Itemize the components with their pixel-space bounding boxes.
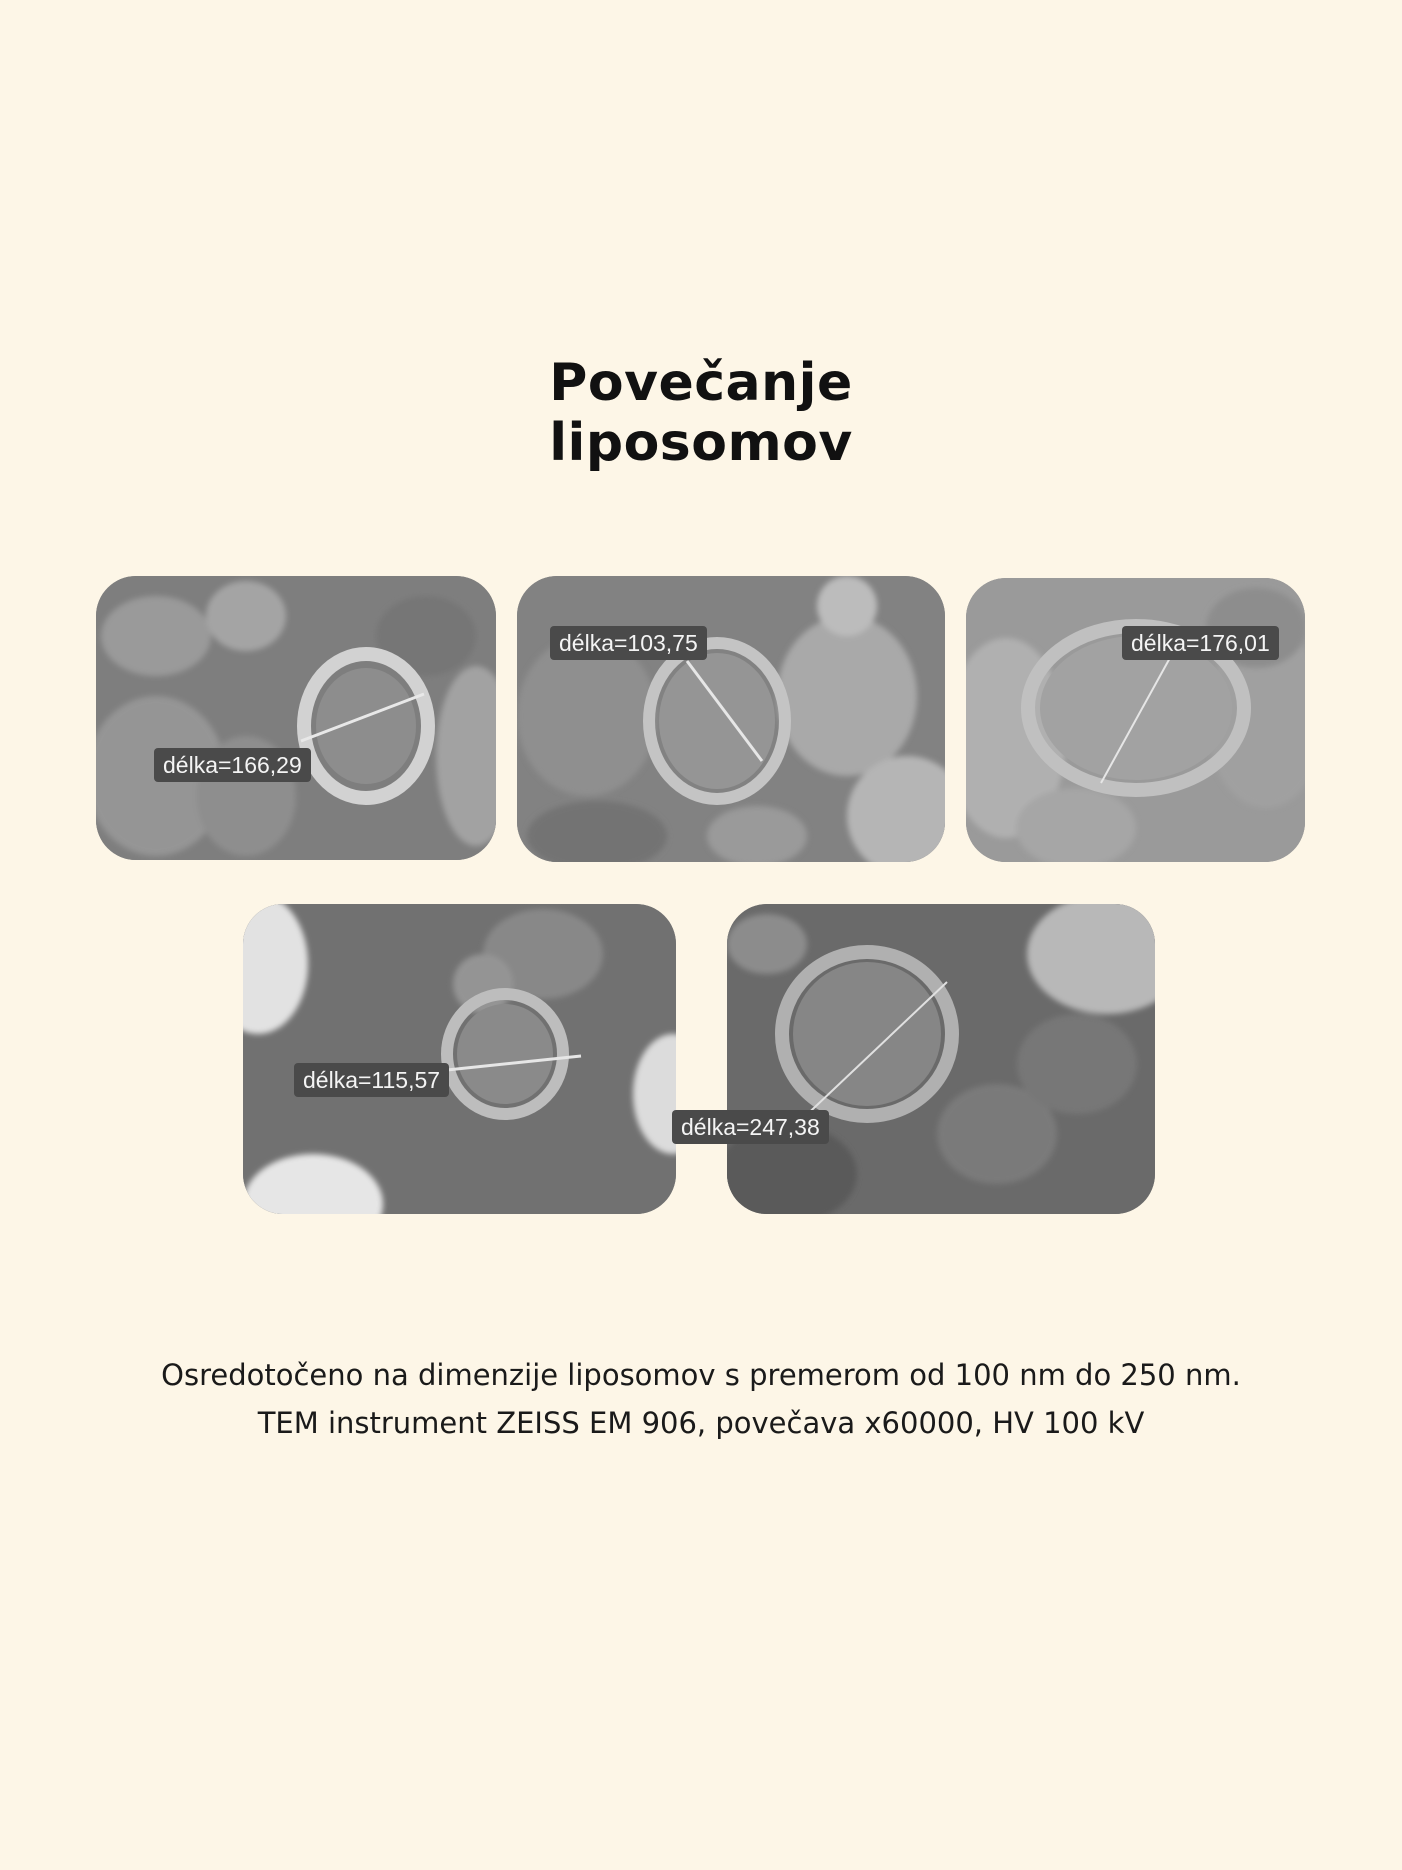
caption-line-2: TEM instrument ZEISS EM 906, povečava x60000, HV 100 kV [257, 1406, 1145, 1440]
tem-image-4 [243, 904, 676, 1214]
measurement-label: délka=166,29 [154, 748, 311, 782]
caption [0, 1351, 1402, 1447]
caption-line-1: Osredotočeno na dimenzije liposomov s premerom od 100 nm do 250 nm. [161, 1358, 1241, 1392]
tem-image-2-graphic [517, 576, 945, 862]
title-line-1: Povečanje [549, 352, 853, 413]
tem-image-1-graphic [96, 576, 496, 860]
measurement-label: délka=176,01 [1122, 626, 1279, 660]
page-title [0, 353, 1402, 473]
tem-image-1 [96, 576, 496, 860]
tem-image-2 [517, 576, 945, 862]
tem-image-5 [727, 904, 1155, 1214]
tem-image-3-graphic [966, 578, 1305, 862]
tem-image-4-graphic [243, 904, 676, 1214]
measurement-label: délka=103,75 [550, 626, 707, 660]
tem-image-3 [966, 578, 1305, 862]
tem-image-5-graphic [727, 904, 1155, 1214]
measurement-label: délka=115,57 [294, 1063, 449, 1097]
measurement-label: délka=247,38 [672, 1110, 829, 1144]
title-line-2: liposomov [549, 412, 853, 473]
